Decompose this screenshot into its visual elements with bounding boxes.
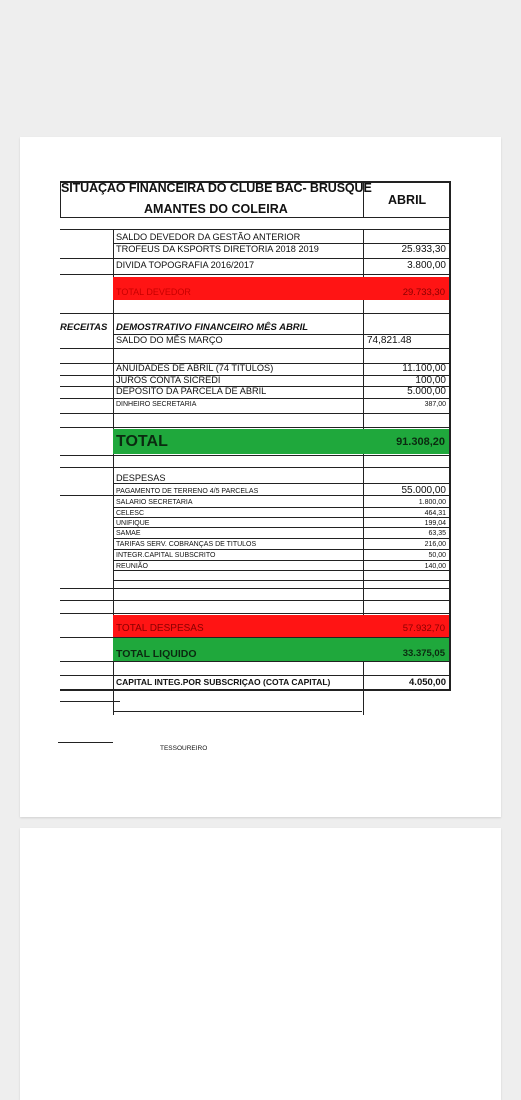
grid-line — [60, 689, 450, 691]
grid-line — [60, 495, 450, 496]
expense-item-label: SALARIO SECRETARIA — [116, 499, 193, 506]
grid-line — [60, 274, 450, 275]
month-header: ABRIL — [388, 193, 427, 207]
statement-title: DEMOSTRATIVO FINANCEIRO MÊS ABRIL — [116, 322, 309, 333]
revenue-item-label: DINHEIRO SECRETARIA — [116, 401, 197, 408]
expense-item-label: CELESC — [116, 510, 145, 517]
grid-line — [60, 600, 450, 601]
document-title-line2: AMANTES DO COLEIRA — [144, 202, 288, 216]
total-debt-value: 29.733,30 — [402, 287, 445, 298]
expense-item-label: PAGAMENTO DE TERRENO 4/5 PARCELAS — [116, 488, 259, 495]
grid-line — [113, 538, 450, 539]
net-total-label: TOTAL LIQUIDO — [116, 648, 197, 660]
grid-line — [60, 348, 450, 349]
grid-line — [113, 517, 450, 518]
grid-line — [60, 258, 450, 259]
expense-item-label: REUNIÃO — [116, 563, 148, 570]
document-page-1 — [20, 137, 501, 817]
total-revenue-label: TOTAL — [116, 433, 168, 450]
previous-balance-label: SALDO DEVEDOR DA GESTÃO ANTERIOR — [116, 232, 301, 242]
expense-item-value: 464,31 — [424, 510, 446, 517]
total-expenses-value: 57.932,70 — [402, 623, 445, 634]
expense-item-value: 63,35 — [428, 530, 446, 537]
topography-value: 3.800,00 — [407, 260, 446, 271]
grid-line — [60, 675, 450, 676]
grid-line — [113, 549, 450, 550]
revenue-section-label: RECEITAS — [60, 322, 108, 333]
total-revenue-value: 91.308,20 — [396, 436, 445, 448]
net-total-value: 33.375,05 — [402, 648, 445, 659]
capital-label: CAPITAL INTEG.POR SUBSCRIÇAO (COTA CAPITAL) — [116, 677, 331, 687]
revenue-item-value: 11.100,00 — [402, 363, 446, 374]
grid-line — [60, 313, 450, 314]
revenue-item-value: 387,00 — [424, 401, 446, 408]
grid-line — [60, 467, 450, 468]
march-balance-value: 74,821.48 — [367, 335, 412, 346]
grid-line — [113, 560, 450, 561]
grid-line — [60, 701, 120, 702]
expense-item-value: 216,00 — [424, 541, 446, 548]
expense-item-label: SAMAE — [116, 530, 141, 537]
expense-item-value: 55.000,00 — [401, 485, 446, 496]
expense-item-value: 1.800,00 — [418, 499, 446, 506]
grid-line — [113, 507, 450, 508]
document-page-2 — [20, 828, 501, 1100]
grid-line — [113, 580, 450, 581]
revenue-item-label: JUROS CONTA SICREDI — [116, 375, 221, 385]
grid-line — [60, 413, 450, 414]
revenue-item-label: DEPOSITO DA PARCELA DE ABRIL — [116, 386, 267, 396]
expense-item-value: 199,04 — [424, 520, 446, 527]
grid-line — [60, 427, 450, 428]
expense-item-label: INTEGR.CAPITAL SUBSCRITO — [116, 552, 216, 559]
grid-line — [60, 613, 450, 614]
grid-line — [60, 398, 450, 399]
grid-line — [113, 527, 450, 528]
grid-line — [60, 455, 450, 456]
capital-value: 4.050,00 — [409, 677, 446, 688]
revenue-item-value: 100,00 — [415, 375, 446, 386]
total-debt-label: TOTAL DEVEDOR — [116, 287, 191, 297]
expense-item-label: TARIFAS SERV. COBRANÇAS DE TITULOS — [116, 541, 257, 548]
signature-label: TESSOUREIRO — [160, 745, 208, 752]
expenses-section-label: DESPESAS — [116, 473, 166, 483]
title-bottom-border — [60, 217, 450, 218]
trophies-value: 25.933,30 — [401, 244, 446, 255]
revenue-item-label: ANUIDADES DE ABRIL (74 TITULOS) — [116, 363, 274, 373]
revenue-item-value: 5.000,00 — [407, 386, 446, 397]
document-title-line1: SITUAÇAO FINANCEIRA DO CLUBE BAC- BRUSQUE — [61, 181, 372, 195]
signature-line — [58, 742, 113, 743]
grid-line — [60, 588, 450, 589]
grid-line — [113, 711, 362, 712]
expense-item-label: UNIFIQUE — [116, 520, 150, 527]
march-balance-label: SALDO DO MÊS MARÇO — [116, 335, 223, 345]
total-expenses-label: TOTAL DESPESAS — [116, 623, 204, 634]
grid-line — [60, 229, 450, 230]
topography-label: DIVIDA TOPOGRAFIA 2016/2017 — [116, 260, 255, 270]
trophies-label: TROFEUS DA KSPORTS DIRETORIA 2018 2019 — [116, 244, 319, 254]
expense-item-value: 140,00 — [424, 563, 446, 570]
grid-line — [113, 570, 450, 571]
grid-line — [60, 661, 450, 662]
expense-item-value: 50,00 — [428, 552, 446, 559]
